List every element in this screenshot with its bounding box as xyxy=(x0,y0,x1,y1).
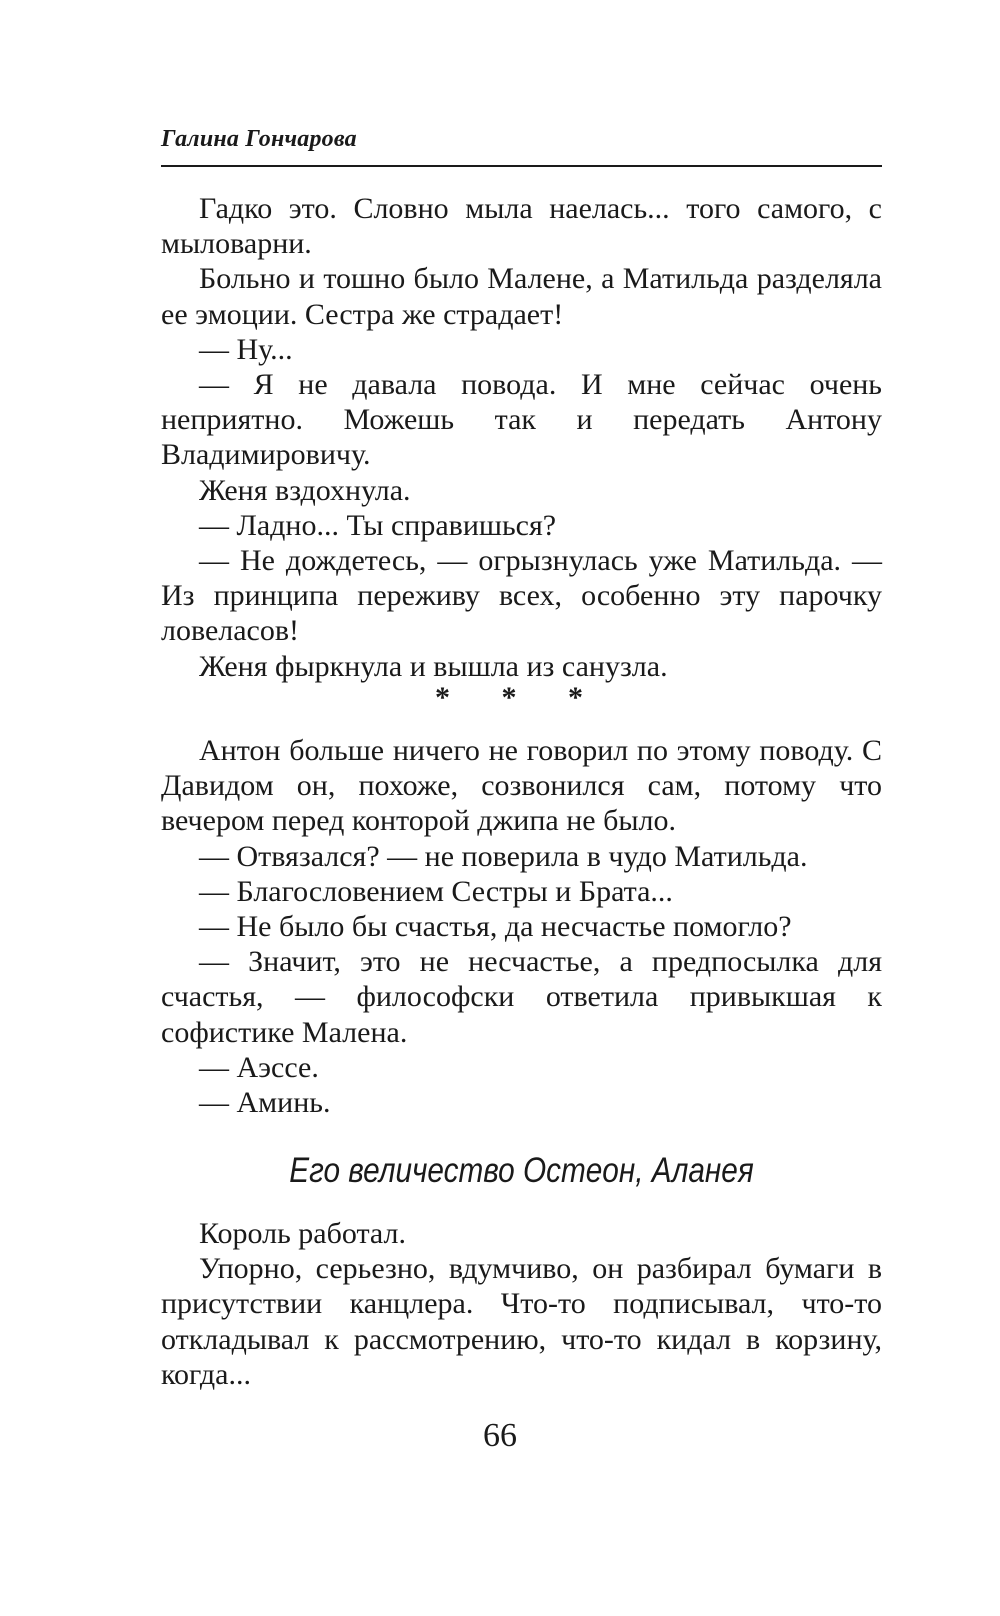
header-rule xyxy=(161,165,882,167)
page-number: 66 xyxy=(483,1417,517,1454)
paragraph: — Ну... xyxy=(199,332,293,366)
text-block-3 xyxy=(161,1216,882,1392)
paragraph: — Отвязался? — не поверила в чудо Матильда. xyxy=(199,839,808,873)
paragraph: Упорно, серьезно, вдумчиво, он разбирал бумаги в присутствии канцлера. Что-то подписывал, что-то откладывал к рассмотрению, что-то кидал в корзину, когда... xyxy=(161,1252,882,1391)
scene-break-asterisks: * * * xyxy=(435,681,605,714)
paragraph: — Аминь. xyxy=(199,1086,331,1120)
paragraph: Антон больше ничего не говорил по этому поводу. С Давидом он, похоже, созвонился сам, потому что вечером перед конторой джипа не было. xyxy=(161,734,882,838)
paragraph: — Значит, это не несчастье, а предпосылка для счастья, — философски ответила привыкшая к софистике Малена. xyxy=(161,945,882,1049)
paragraph: Король работал. xyxy=(199,1217,406,1250)
section-title: Его величество Остеон, Аланея xyxy=(289,1151,754,1190)
text-block-1 xyxy=(161,191,882,684)
paragraph: Больно и тошно было Малене, а Матильда разделяла ее эмоции. Сестра же страдает! xyxy=(161,262,882,331)
paragraph: — Не дождетесь, — огрызнулась уже Матильда. — Из принципа переживу всех, особенно эту парочку ловеласов! xyxy=(161,544,882,648)
paragraph: — Благословением Сестры и Брата... xyxy=(199,874,673,908)
paragraph: — Ладно... Ты справишься? xyxy=(199,508,557,542)
paragraph: Гадко это. Словно мыла наелась... того самого, с мыловарни. xyxy=(161,192,882,261)
paragraph: — Не было бы счастья, да несчастье помогло? xyxy=(199,910,792,944)
paragraph: — Аэссе. xyxy=(199,1050,319,1084)
paragraph: — Я не давала повода. И мне сейчас очень неприятно. Можешь так и передать Антону Владимировичу. xyxy=(161,368,882,472)
paragraph: Женя фыркнула и вышла из санузла. xyxy=(199,649,668,683)
paragraph: Женя вздохнула. xyxy=(199,473,411,507)
running-head-author: Галина Гончарова xyxy=(161,126,357,152)
text-block-2 xyxy=(161,733,882,1120)
